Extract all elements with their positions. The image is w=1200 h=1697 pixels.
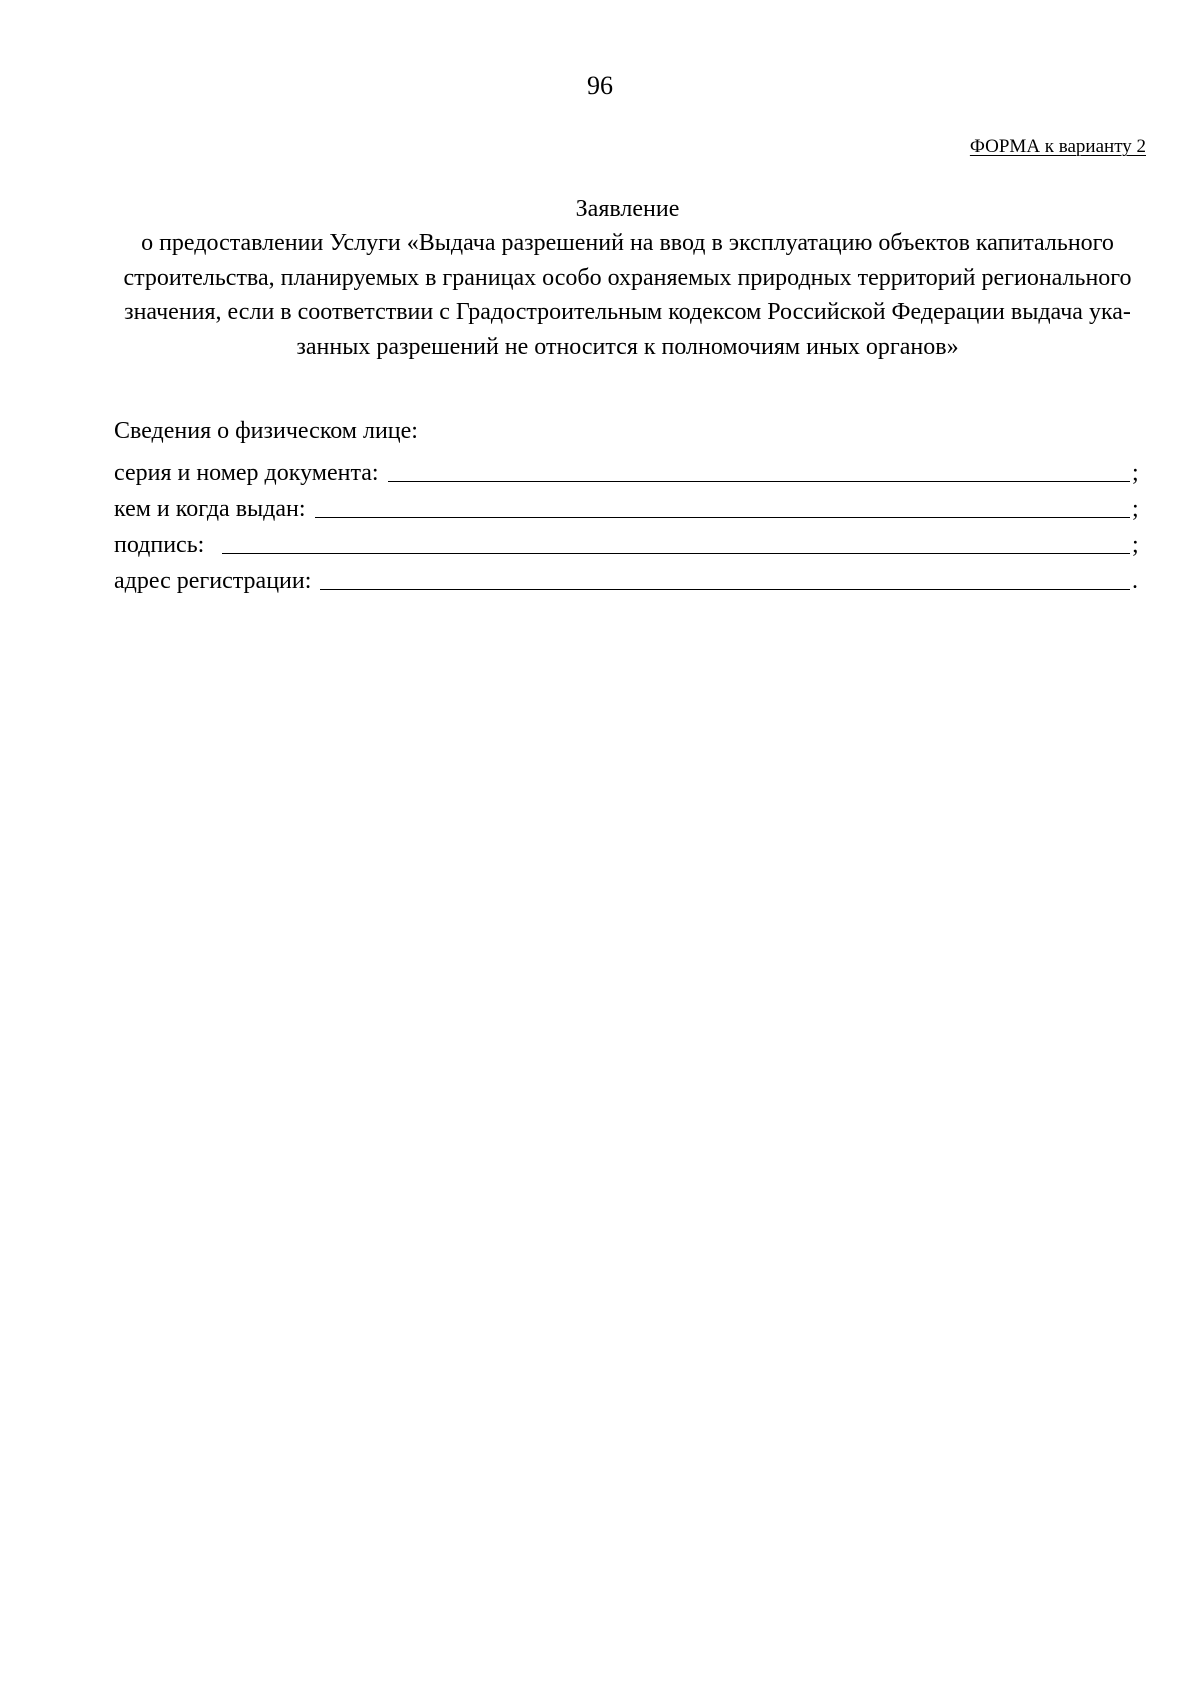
applicant-info-heading: Сведения о физическом лице: [114,418,418,444]
statement-subtitle-line: о предоставлении Услуги «Выдача разрешений на ввод в эксплуатацию объектов капитального [141,230,1114,256]
signature-end-mark: ; [1132,532,1139,558]
document-number-field[interactable] [388,457,1130,482]
issued-by-field[interactable] [315,493,1130,518]
registration-address-end-mark: . [1132,568,1138,594]
statement-subtitle-line: строительства, планируемых в границах особо охраняемых природных территорий регионального [123,264,1132,291]
statement-subtitle-line: значения, если в соответствии с Градостроительным кодексом Российской Федерации выдача ука- [124,299,1131,325]
statement-title: Заявление [575,196,680,222]
form-variant-note: ФОРМА к варианту 2 [969,136,1146,157]
issued-by-label: кем и когда выдан: [114,496,306,522]
statement-subtitle [115,226,1140,364]
document-number-end-mark: ; [1132,460,1139,486]
signature-row [114,524,1144,560]
document-number-row [114,452,1144,488]
document-number-label: серия и номер документа: [114,460,379,486]
page-number: 96 [587,71,613,100]
signature-field[interactable] [222,529,1130,554]
issued-by-end-mark: ; [1132,496,1139,522]
applicant-info-section [114,416,1144,596]
issued-by-row [114,488,1144,524]
registration-address-field[interactable] [320,565,1130,590]
signature-label: подпись: [114,532,205,558]
statement-subtitle-line: занных разрешений не относится к полномочиям иных органов» [296,333,959,360]
registration-address-label: адрес регистрации: [114,568,312,594]
registration-address-row [114,560,1144,596]
statement-header [115,192,1140,364]
